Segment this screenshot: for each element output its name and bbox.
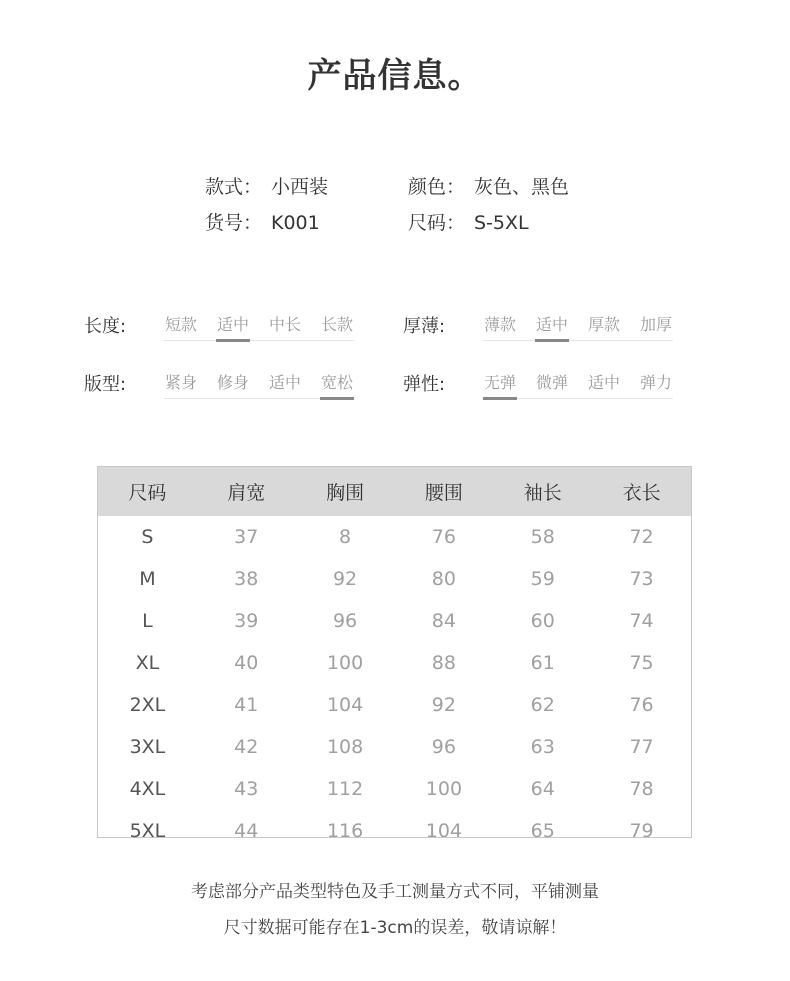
measurement-note: [0, 874, 790, 946]
table-cell: 63: [530, 736, 555, 758]
attr-thickness-label: 厚薄:: [403, 316, 446, 337]
attribute-selectors: [0, 300, 790, 410]
table-cell: 74: [629, 610, 654, 632]
table-cell: 40: [234, 652, 259, 674]
table-cell: 3XL: [129, 736, 166, 758]
table-cell: L: [142, 610, 153, 632]
table-cell: 100: [425, 778, 463, 800]
table-cell: 100: [326, 652, 364, 674]
attr-option: 加厚: [639, 315, 672, 334]
attr-option: 无弹: [483, 370, 517, 400]
attr-option: 弹力: [639, 373, 672, 392]
attr-elasticity-options: [483, 370, 673, 399]
table-cell: 4XL: [129, 778, 166, 800]
style-value: 小西装: [271, 176, 329, 198]
attr-option: 适中: [216, 312, 250, 342]
table-cell: 42: [234, 736, 259, 758]
table-row: [98, 600, 691, 642]
product-basic-info: [0, 172, 790, 252]
info-color: [408, 172, 569, 199]
column-header-shoulder: 肩宽: [197, 467, 296, 516]
table-cell: XL: [135, 652, 160, 674]
table-cell: 8: [339, 526, 352, 548]
table-cell: 37: [234, 526, 259, 548]
column-header-sleeve: 袖长: [493, 467, 592, 516]
color-value: 灰色、黑色: [474, 176, 570, 198]
attr-option: 长款: [320, 315, 353, 334]
table-cell: 76: [629, 694, 654, 716]
attr-option: 修身: [216, 373, 249, 392]
table-cell: 61: [530, 652, 555, 674]
table-row: [98, 516, 691, 558]
info-row-2: [0, 208, 790, 240]
attr-fit-label: 版型:: [84, 374, 127, 395]
table-cell: 92: [332, 568, 358, 590]
column-header-waist: 腰围: [394, 467, 493, 516]
attr-fit-options: [164, 370, 354, 399]
table-cell: 79: [629, 820, 654, 842]
info-style: [205, 172, 328, 199]
attr-option: 薄款: [483, 315, 516, 334]
column-header-size: 尺码: [98, 467, 197, 516]
sku-label: 货号：: [205, 212, 263, 234]
table-cell: 92: [431, 694, 456, 716]
attr-option: 微弹: [535, 373, 568, 392]
table-cell: 62: [530, 694, 555, 716]
info-sku: [205, 208, 320, 235]
table-cell: 96: [332, 610, 358, 632]
table-cell: 38: [234, 568, 259, 590]
attr-option: 宽松: [320, 370, 354, 400]
attr-option: 短款: [164, 315, 197, 334]
attr-option: 适中: [587, 373, 620, 392]
table-cell: 44: [234, 820, 259, 842]
table-cell: 2XL: [129, 694, 166, 716]
table-cell: 80: [431, 568, 456, 590]
attr-elasticity-label: 弹性:: [403, 374, 446, 395]
table-cell: 108: [326, 736, 364, 758]
table-cell: 39: [234, 610, 259, 632]
table-cell: 72: [629, 526, 654, 548]
table-cell: 77: [629, 736, 654, 758]
info-size: [408, 208, 529, 235]
table-cell: 112: [326, 778, 364, 800]
table-cell: 88: [431, 652, 456, 674]
size-value: S-5XL: [474, 212, 529, 234]
attr-option: 紧身: [164, 373, 197, 392]
table-cell: 104: [425, 820, 463, 842]
attr-length-options: [164, 312, 354, 341]
attr-length-label: 长度:: [84, 316, 127, 337]
table-cell: 84: [431, 610, 456, 632]
sku-value: K001: [271, 212, 320, 234]
table-row: [98, 768, 691, 810]
table-cell: S: [141, 526, 154, 548]
table-row: [98, 684, 691, 726]
table-cell: 104: [326, 694, 364, 716]
table-cell: 41: [234, 694, 259, 716]
table-cell: 5XL: [129, 820, 166, 842]
attr-option: 厚款: [587, 315, 620, 334]
table-cell: 65: [530, 820, 555, 842]
attr-option: 中长: [268, 315, 301, 334]
style-label: 款式：: [205, 176, 263, 198]
column-header-length: 衣长: [592, 467, 691, 516]
table-row: [98, 726, 691, 768]
table-cell: 73: [629, 568, 654, 590]
column-header-chest: 胸围: [296, 467, 395, 516]
table-cell: 58: [530, 526, 555, 548]
attr-option: 适中: [268, 373, 301, 392]
size-chart-table: [98, 467, 691, 852]
table-cell: 76: [431, 526, 456, 548]
table-cell: 59: [530, 568, 555, 590]
table-cell: 96: [431, 736, 456, 758]
table-cell: 64: [530, 778, 555, 800]
info-row-1: [0, 172, 790, 204]
attr-option: 适中: [535, 312, 569, 342]
size-label: 尺码：: [408, 212, 466, 234]
table-cell: 60: [530, 610, 555, 632]
table-cell: M: [139, 568, 156, 590]
attr-thickness-options: [483, 312, 673, 341]
table-cell: 78: [629, 778, 654, 800]
color-label: 颜色：: [408, 176, 466, 198]
table-row: [98, 642, 691, 684]
table-row: [98, 810, 691, 852]
table-cell: 75: [629, 652, 654, 674]
note-line-2: 尺寸数据可能存在1-3cm的误差，敬请谅解！: [223, 918, 567, 938]
table-row: [98, 558, 691, 600]
table-cell: 43: [234, 778, 259, 800]
note-line-1: 考虑部分产品类型特色及手工测量方式不同，平铺测量: [191, 882, 599, 902]
table-cell: 116: [326, 820, 364, 842]
page-title: 产品信息。: [307, 56, 483, 96]
size-chart: [97, 466, 692, 842]
size-chart-header-row: [98, 467, 691, 516]
